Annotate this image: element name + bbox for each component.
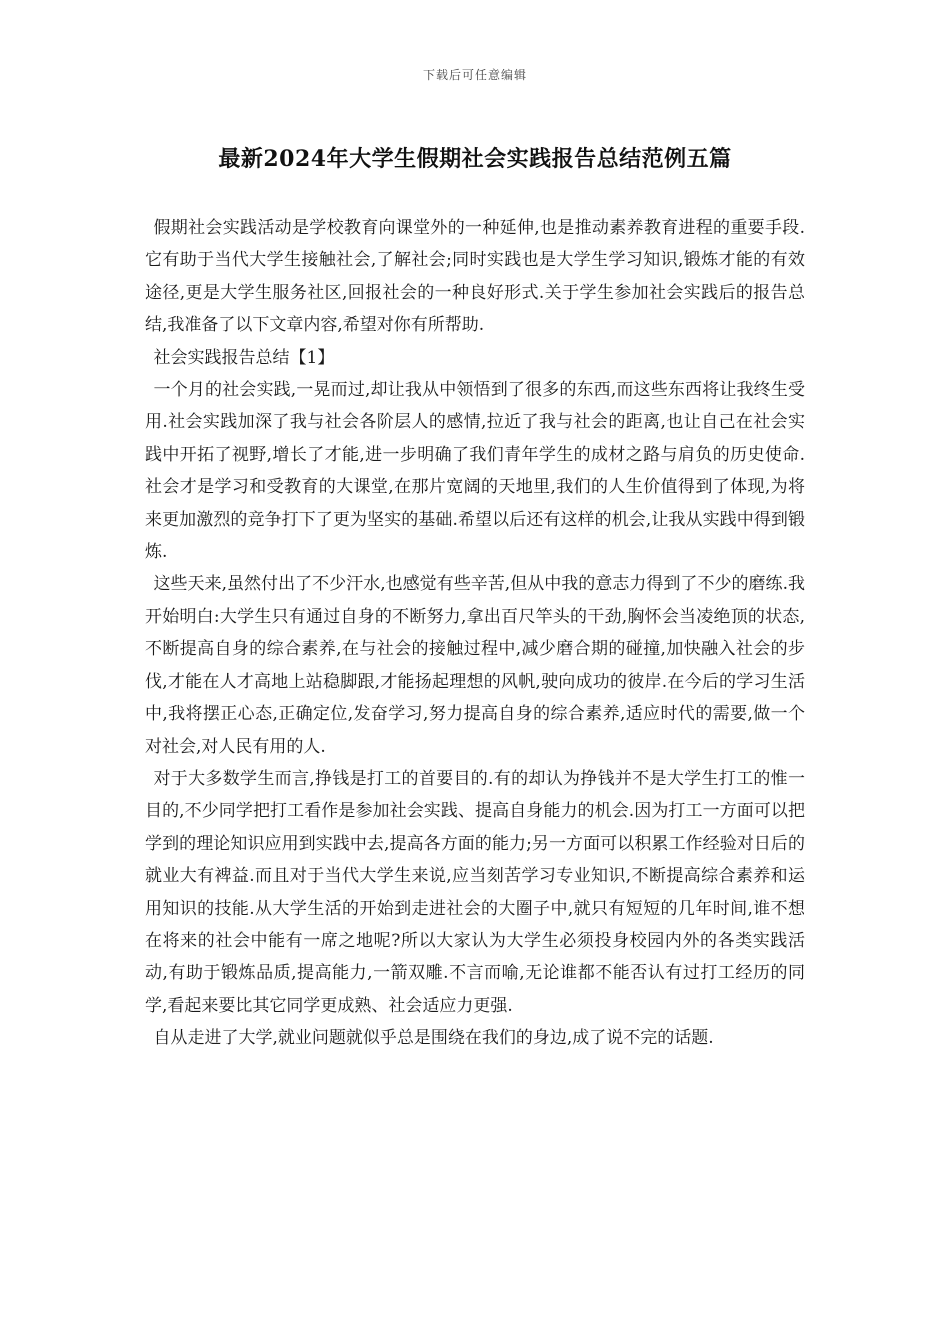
body-paragraph-2: 这些天来,虽然付出了不少汗水,也感觉有些辛苦,但从中我的意志力得到了不少的磨练.我开始明白:大学生只有通过自身的不断努力,拿出百尺竿头的干劲,胸怀会当凌绝顶的状态,不断提高自身的综合素养,在与社会的接触过程中,减少磨合期的碰撞,加快融入社会的步伐,才能在人才高地上站稳脚跟,才能扬起理想的风帆,驶向成功的彼岸.在今后的学习生活中,我将摆正心态,正确定位,发奋学习,努力提高自身的综合素养,适应时代的需要,做一个对社会,对人民有用的人. [145, 574, 805, 757]
document-title: 最新2024年大学生假期社会实践报告总结范例五篇 [218, 146, 732, 172]
body-paragraph-3: 对于大多数学生而言,挣钱是打工的首要目的.有的却认为挣钱并不是大学生打工的惟一目的,不少同学把打工看作是参加社会实践、提高自身能力的机会.因为打工一方面可以把学到的理论知识应用到实践中去,提高各方面的能力;另一方面可以积累工作经验对日后的就业大有裨益.而且对于当代大学生来说,应当刻苦学习专业知识,不断提高综合素养和运用知识的技能.从大学生活的开始到走进社会的大圈子中,就只有短短的几年时间,谁不想在将来的社会中能有一席之地呢?所以大家认为大学生必须投身校园内外的各类实践活动,有助于锻炼品质,提高能力,一箭双雕.不言而喻,无论谁都不能否认有过打工经历的同学,看起来要比其它同学更成熟、社会适应力更强. [145, 768, 805, 1016]
body-paragraph-1: 一个月的社会实践,一晃而过,却让我从中领悟到了很多的东西,而这些东西将让我终生受用.社会实践加深了我与社会各阶层人的感情,拉近了我与社会的距离,也让自己在社会实践中开拓了视野,增长了才能,进一步明确了我们青年学生的成材之路与肩负的历史使命.社会才是学习和受教育的大课堂,在那片宽阔的天地里,我们的人生价值得到了体现,为将来更加激烈的竞争打下了更为坚实的基础.希望以后还有这样的机会,让我从实践中得到锻炼. [145, 380, 805, 563]
header-note: 下载后可任意编辑 [422, 68, 527, 82]
section-heading: 社会实践报告总结【1】 [153, 347, 335, 368]
intro-paragraph: 假期社会实践活动是学校教育向课堂外的一种延伸,也是推动素养教育进程的重要手段.它有助于当代大学生接触社会,了解社会;同时实践也是大学生学习知识,锻炼才能的有效途径,更是大学生服务社区,回报社会的一种良好形式.关于学生参加社会实践后的报告总结,我准备了以下文章内容,希望对你有所帮助. [145, 218, 805, 336]
document-body [145, 212, 805, 1055]
body-paragraph-4: 自从走进了大学,就业问题就似乎总是围绕在我们的身边,成了说不完的话题. [153, 1028, 714, 1049]
